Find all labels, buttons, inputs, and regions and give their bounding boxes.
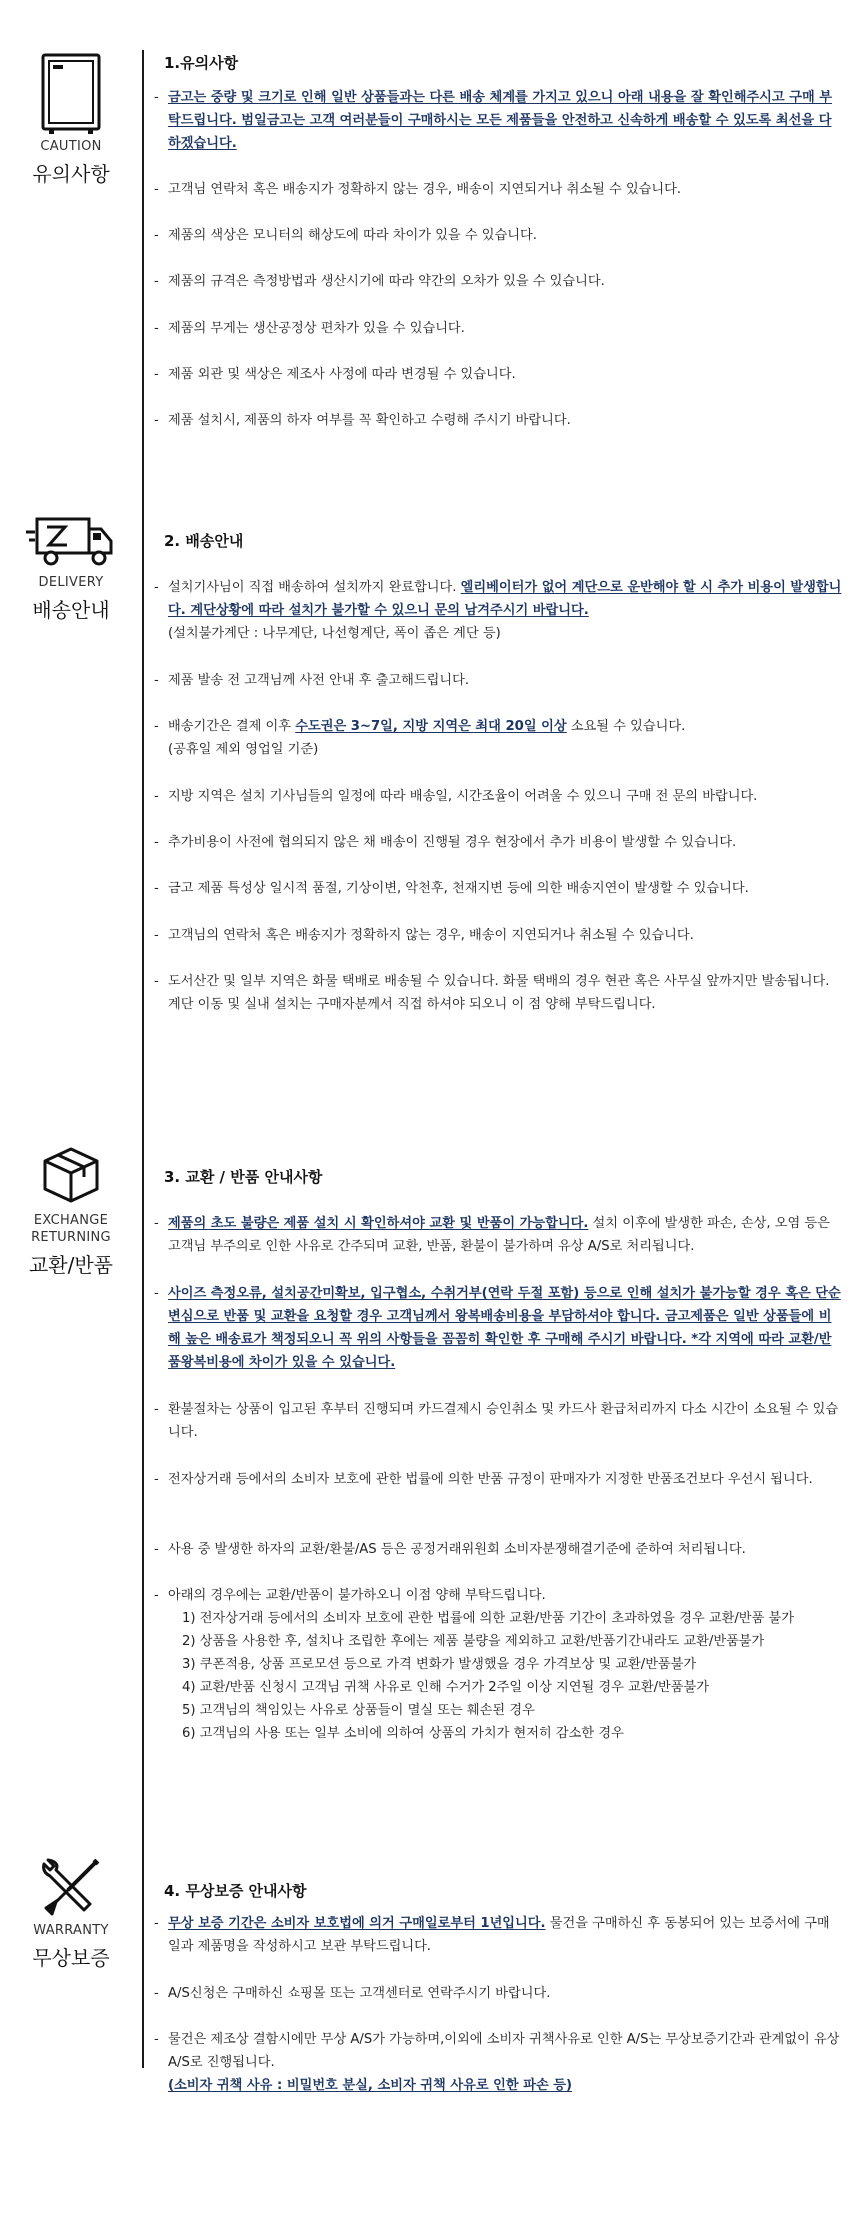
box-icon — [41, 1146, 101, 1204]
list-item: - 사용 중 발생한 하자의 교환/환불/AS 등은 공정거래위원회 소비자분쟁해결기준에 준하여 처리됩니다. — [154, 1542, 746, 1557]
delivery-truck-icon — [25, 516, 117, 568]
caution-label-ko: 유의사항 — [32, 162, 110, 186]
delivery-label-ko: 배송안내 — [32, 598, 110, 622]
wrench-screwdriver-icon — [40, 1856, 102, 1918]
list-item: - 전자상거래 등에서의 소비자 보호에 관한 법률에 의한 반품 규정이 판매자가 지정한 반품조건보다 우선시 됩니다. — [154, 1472, 813, 1487]
fridge-icon — [40, 52, 102, 136]
list-item: - 제품의 규격은 측정방법과 생산시기에 따라 약간의 오차가 있을 수 있습니다. — [154, 274, 605, 289]
list-item: - 추가비용이 사전에 협의되지 않은 채 배송이 진행될 경우 현장에서 추가 비용이 발생할 수 있습니다. — [154, 835, 737, 850]
caution-side — [0, 52, 142, 187]
exchange-label-en-1: EXCHANGE — [33, 1213, 109, 1228]
list-item: - 제품 설치시, 제품의 하자 여부를 꼭 확인하고 수령해 주시기 바랍니다. — [154, 413, 571, 428]
warranty-label-en: WARRANTY — [33, 1923, 109, 1938]
warranty-label-ko: 무상보증 — [32, 1946, 110, 1970]
warranty-side — [0, 1856, 142, 1971]
list-item: - 고객님 연락처 혹은 배송지가 정확하지 않는 경우, 배송이 지연되거나 취소될 수 있습니다. — [154, 182, 682, 197]
list-item: - 제품의 색상은 모니터의 해상도에 따라 차이가 있을 수 있습니다. — [154, 228, 537, 243]
list-item: - 배송기간은 결제 이후 수도권은 3~7일, 지방 지역은 최대 20일 이상 소요될 수 있습니다. (공휴일 제외 영업일 기준) — [154, 719, 686, 757]
caution-label-en: CAUTION — [40, 139, 102, 154]
list-item: - 고객님의 연락처 혹은 배송지가 정확하지 않는 경우, 배송이 지연되거나 취소될 수 있습니다. — [154, 928, 694, 943]
vertical-divider — [142, 50, 144, 2068]
caution-heading: 1.유의사항 — [164, 54, 239, 72]
list-item: - 금고는 중량 및 크기로 인해 일반 상품들과는 다른 배송 체계를 가지고 있으니 아래 내용을 잘 확인해주시고 구매 부탁드립니다. 범일금고는 고객 여러분들이 구매하시는 모든 제품들을 안전하고 신속하게 배송할 수 있도록 최선을 다하겠습니다. — [154, 90, 833, 151]
list-item: - 제품 발송 전 고객님께 사전 안내 후 출고해드립니다. — [154, 673, 470, 688]
list-item: - 환불절차는 상품이 입고된 후부터 진행되며 카드결제시 승인취소 및 카드사 환급처리까지 다소 시간이 소요될 수 있습니다. — [154, 1402, 839, 1440]
exchange-side — [0, 1146, 142, 1278]
list-item: - 제품 외관 및 색상은 제조사 사정에 따라 변경될 수 있습니다. — [154, 367, 516, 382]
list-item: - 물건은 제조상 결함시에만 무상 A/S가 가능하며,이외에 소비자 귀책사유로 인한 A/S는 무상보증기간과 관계없이 유상 A/S로 진행됩니다. (소비자 귀책 사유 : 비밀번호 분실, 소비자 귀책 사유로 인한 파손 등) — [154, 2032, 840, 2093]
list-item: - 제품의 초도 불량은 제품 설치 시 확인하셔야 교환 및 반품이 가능합니다. 설치 이후에 발생한 파손, 손상, 오염 등은 고객님 부주의로 인한 사유로 간주되며 교환, 반품, 환불이 불가하며 유상 A/S로 처리됩니다. — [154, 1216, 830, 1254]
list-item: - 아래의 경우에는 교환/반품이 불가하오니 이점 양해 부탁드립니다. 1) 전자상거래 등에서의 소비자 보호에 관한 법률에 의한 교환/반품 기간이 초과하였을 경우 교환/반품 불가 2) 상품을 사용한 후, 설치나 조립한 후에는 제품 불량을 제외하고 교환/반품기간내라도 교환/반품불가 3) 쿠폰적용, 상품 프로모션 등으로 가격 변화가 발생했을 경우 가격보상 및 교환/반품불가 4) 교환/반품 신청시 고객님 귀책 사유로 인해 수거가 2주일 이상 지연될 경우 교환/반품불가 5) 고객님의 책임있는 사유로 상품들이 멸실 또는 훼손된 경우 6) 고객님의 사용 또는 일부 소비에 의하여 상품의 가치가 현저히 감소한 경우 — [154, 1588, 794, 1741]
exchange-heading: 3. 교환 / 반품 안내사항 — [164, 1168, 323, 1186]
delivery-label-en: DELIVERY — [38, 575, 104, 590]
list-item: - 제품의 무게는 생산공정상 편차가 있을 수 있습니다. — [154, 321, 465, 336]
list-item: - 지방 지역은 설치 기사님들의 일정에 따라 배송일, 시간조율이 어려울 수 있으니 구매 전 문의 바랍니다. — [154, 789, 758, 804]
delivery-side — [0, 516, 142, 623]
exchange-label-en-2: RETURNING — [31, 1230, 111, 1245]
warranty-heading: 4. 무상보증 안내사항 — [164, 1882, 307, 1900]
list-item: - A/S신청은 구매하신 쇼핑몰 또는 고객센터로 연락주시기 바랍니다. — [154, 1986, 551, 2001]
delivery-heading: 2. 배송안내 — [164, 532, 244, 550]
list-item: - 설치기사님이 직접 배송하여 설치까지 완료합니다. 엘리베이터가 없어 계단으로 운반해야 할 시 추가 비용이 발생합니다. 계단상황에 따라 설치가 불가할 수 있으니 문의 남겨주시기 바랍니다. (설치불가계단 : 나무계단, 나선형계단, 폭이 좁은 계단 등) — [154, 580, 842, 641]
exchange-label-ko: 교환/반품 — [28, 1253, 114, 1277]
list-item: - 사이즈 측정오류, 설치공간미확보, 입구협소, 수취거부(연락 두절 포함) 등으로 인해 설치가 불가능할 경우 혹은 단순변심으로 반품 및 교환을 요청할 경우 고객님께서 왕복배송비용을 부담하셔야 합니다. 금고제품은 일반 상품들에 비해 높은 배송료가 책정되오니 꼭 위의 사항들을 꼼꼼히 확인한 후 구매해 주시기 바랍니다. *각 지역에 따라 교환/반품왕복비용에 차이가 있을 수 있습니다. — [154, 1286, 841, 1370]
list-item: - 도서산간 및 일부 지역은 화물 택배로 배송될 수 있습니다. 화물 택배의 경우 현관 혹은 사무실 앞까지만 발송됩니다. 계단 이동 및 실내 설치는 구매자분께서 직접 하셔야 되오니 이 점 양해 부탁드립니다. — [154, 974, 830, 1012]
list-item: - 금고 제품 특성상 일시적 품절, 기상이변, 악천후, 천재지변 등에 의한 배송지연이 발생할 수 있습니다. — [154, 881, 749, 896]
list-item: - 무상 보증 기간은 소비자 보호법에 의거 구매일로부터 1년입니다. 물건을 구매하신 후 동봉되어 있는 보증서에 구매일과 제품명을 작성하시고 보관 부탁드립니다. — [154, 1916, 830, 1954]
